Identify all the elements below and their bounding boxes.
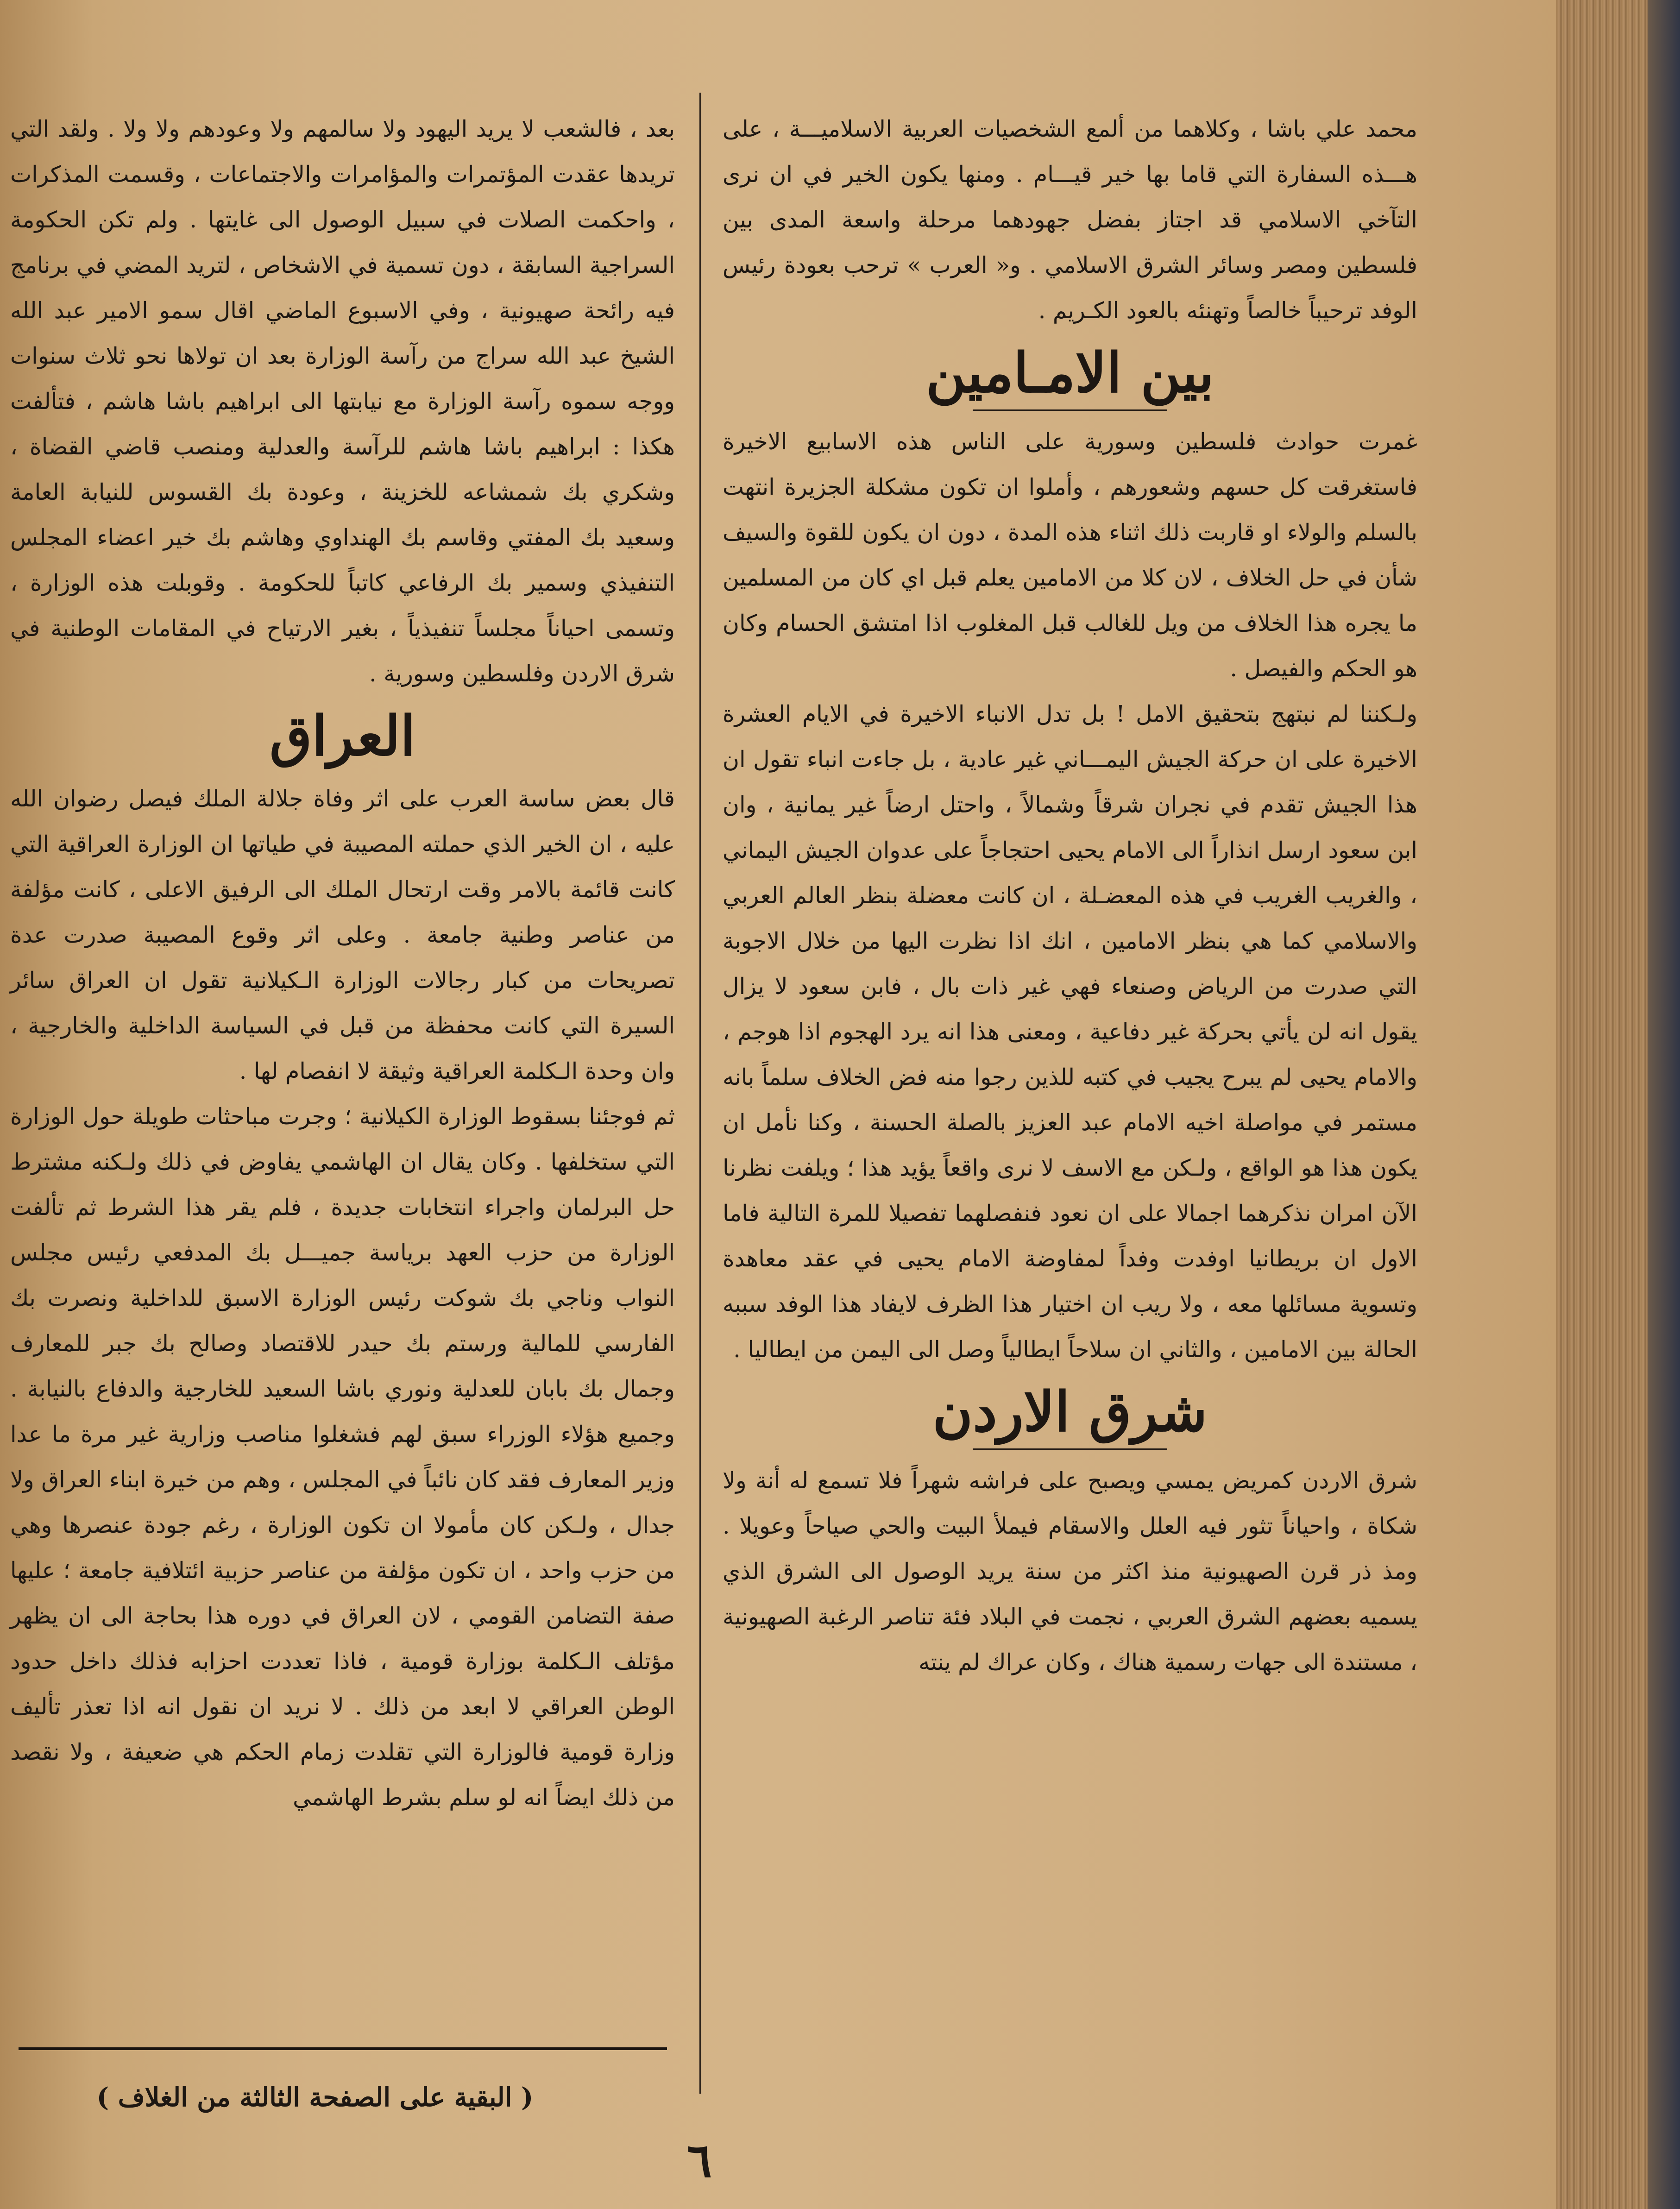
right-intro-paragraph: محمد علي باشا ، وكلاهما من ألمع الشخصيات العربية الاسلاميـــة ، على هـــذه السفارة التي قاما بها خير قيـــام . ومنها يكون الخير في ان نرى التآخي الاسلامي قد اجتاز بفضل جهودهما مرحلة واسعة المدى بين فلسطين ومصر وسائر الشرق الاسلامي . و« العرب » ترحب بعودة رئيس الوفد ترحيباً خالصاً وتهنئه بالعود الكـريم . bbox=[723, 116, 1417, 324]
left-column bbox=[10, 107, 675, 1820]
section-heading-between-imams: بين الامـامين bbox=[926, 340, 1214, 405]
transjordan-paragraph-1: شرق الاردن كمريض يمسي ويصبح على فراشه شهراً فلا تسمع له أنة ولا شكاة ، واحياناً تثور فيه العلل والاسقام فيملأ البيت والحي صياحاً وعويلا . ومذ ذر قرن الصهيونية منذ اكثر من سنة يريد الوصول الى الشرق الذي يسميه بعضهم الشرق العربي ، نجمت في البلاد فئة تناصر الرغبة الصهيونية ، مستندة الى جهات رسمية هناك ، وكان عراك لم ينته bbox=[723, 1467, 1417, 1675]
right-column bbox=[723, 107, 1417, 1685]
iraq-paragraph-2: ثم فوجئنا بسقوط الوزارة الكيلانية ؛ وجرت مباحثات طويلة حول الوزارة التي ستخلفها . وكان يقال ان الهاشمي يفاوض في ذلك ولـكنه مشترط حل البرلمان واجراء انتخابات جديدة ، فلم يقر هذا الشرط ثم تألفت الوزارة من حزب العهد برياسة جميـــل بك المدفعي رئيس مجلس النواب وناجي بك شوكت رئيس الوزارة الاسبق للداخلية ونصرت بك الفارسي للمالية ورستم بك حيدر للاقتصاد وصالح بك جبر للمعارف وجمال بك بابان للعدلية ونوري باشا السعيد للخارجية والدفاع بالنيابة . وجميع هؤلاء الوزراء سبق لهم فشغلوا مناصب وزارية غير مرة ما عدا وزير المعارف فقد كان نائباً في المجلس ، وهم من خيرة ابناء العراق ولا جدال ، ولـكن كان مأمولا ان تكون الوزارة ، رغم جودة عنصرها وهي من حزب واحد ، ان تكون مؤلفة من عناصر حزبية ائتلافية جامعة ؛ عليها صفة التضامن القومي ، لان العراق في دوره هذا بحاجة الى ان يظهر مؤتلف الـكلمة بوزارة قومية ، فاذا تعددت احزابه فذلك داخل حدود الوطن العراقي لا ابعد من ذلك . لا نريد ان نقول انه اذا تعذر تأليف وزارة قومية فالوزارة التي تقلدت زمام الحكم هي ضعيفة ، ولا نقصد من ذلك ايضاً انه لو سلم بشرط الهاشمي bbox=[10, 1103, 675, 1811]
footer-rule bbox=[19, 2047, 667, 2050]
page-number: ٦ bbox=[687, 2133, 712, 2188]
imams-paragraph-1: غمرت حوادث فلسطين وسورية على الناس هذه الاسابيع الاخيرة فاستغرقت كل حسهم وشعورهم ، وأملوا ان تكون مشكلة الجزيرة انتهت بالسلم والولاء او قاربت ذلك اثناء هذه المدة ، دون ان يكون للقوة والسيف شأن في حل الخلاف ، لان كلا من الامامين يعلم قبل اي كان من المسلمين ما يجره هذا الخلاف من ويل للغالب قبل المغلوب اذا امتشق الحسام وكان هو الحكم والفيصل . bbox=[723, 428, 1417, 682]
section-heading-transjordan: شرق الاردن bbox=[932, 1379, 1208, 1444]
section-heading-iraq: العراق bbox=[269, 704, 416, 768]
iraq-paragraph-1: قال بعض ساسة العرب على اثر وفاة جلالة الملك فيصل رضوان الله عليه ، ان الخير الذي حملته المصيبة في طياتها ان الوزارة العراقية التي كانت قائمة بالامر وقت ارتحال الملك الى الرفيق الاعلى ، كانت مؤلفة من عناصر وطنية جامعة . وعلى اثر وقوع المصيبة صدرت عدة تصريحات من كبار رجالات الوزارة الـكيلانية تقول ان العراق سائر السيرة التي كانت محفظة من قبل في السياسة الداخلية والخارجية ، وان وحدة الـكلمة العراقية وثيقة لا انفصام لها . bbox=[10, 786, 675, 1084]
imams-paragraph-2: ولـكننا لم نبتهج بتحقيق الامل ! بل تدل الانباء الاخيرة في الايام العشرة الاخيرة على ان حركة الجيش اليمـــاني غير عادية ، بل جاءت انباء تقول ان هذا الجيش تقدم في نجران شرقاً وشمالاً ، واحتل ارضاً غير يمانية ، وان ابن سعود ارسل انذاراً الى الامام يحيى احتجاجاً على عدوان الجيش اليماني ، والغريب الغريب في هذه المعضـلة ، ان كانت معضلة بنظر العالم العربي والاسلامي كما هي بنظر الامامين ، انك اذا نظرت اليها من خلال الاجوبة التي صدرت من الرياض وصنعاء فهي غير ذات بال ، فابن سعود لا يزال يقول انه لن يأتي بحركة غير دفاعية ، ومعنى هذا انه يرد الهجوم اذا هوجم ، والامام يحيى لم يبرح يجيب في كتبه للذين رجوا منه فض الخلاف سلماً بانه مستمر في مواصلة اخيه الامام عبد العزيز بالصلة الحسنة ، وكنا نأمل ان يكون هذا هو الواقع ، ولـكن مع الاسف لا نرى واقعاً يؤيد هذا ؛ ويلفت نظرنا الآن امران نذكرهما اجمالا على ان نعود فنفصلهما تفصيلا للمرة التالية فاما الاول ان بريطانيا اوفدت وفداً لمفاوضة الامام يحيى في عقد معاهدة وتسوية مسائلها معه ، ولا ريب ان اختيار هذا الظرف لايفاد هذا الوفد سببه الحالة بين الامامين ، والثاني ان سلاحاً ايطالياً وصل الى اليمن من ايطاليا . bbox=[723, 701, 1417, 1363]
column-divider bbox=[699, 93, 701, 2094]
left-intro-paragraph: بعد ، فالشعب لا يريد اليهود ولا سالمهم ولا وعودهم ولا ولا . ولقد التي تريدها عقدت المؤتمرات والمؤامرات والاجتماعات ، وقسمت المذكرات ، واحكمت الصلات في سبيل الوصول الى غايتها . ولم تكن الحكومة السراجية السابقة ، دون تسمية في الاشخاص ، لتريد المضي في برنامج فيه رائحة صهيونية ، وفي الاسبوع الماضي اقال سمو الامير عبد الله الشيخ عبد الله سراج من رآسة الوزارة بعد ان تولاها نحو ثلاث سنوات ووجه سموه رآسة الوزارة مع نيابتها الى ابراهيم باشا هاشم ، فتألفت هكذا : ابراهيم باشا هاشم للرآسة والعدلية ومنصب قاضي القضاة ، وشكري بك شمشاعه للخزينة ، وعودة بك القسوس للنيابة العامة وسعيد بك المفتي وقاسم بك الهنداوي وهاشم بك خير اعضاء المجلس التنفيذي وسمير بك الرفاعي كاتباً للحكومة . وقوبلت هذه الوزارة ، وتسمى احياناً مجلساً تنفيذياً ، بغير الارتياح في المقامات الوطنية في شرق الاردن وفلسطين وسورية . bbox=[10, 116, 675, 687]
heading-underline bbox=[973, 409, 1167, 411]
continuation-note: ( البقية على الصفحة الثالثة من الغلاف ) bbox=[96, 2082, 534, 2113]
heading-underline bbox=[973, 1448, 1167, 1450]
book-page-edges bbox=[1556, 0, 1680, 2209]
